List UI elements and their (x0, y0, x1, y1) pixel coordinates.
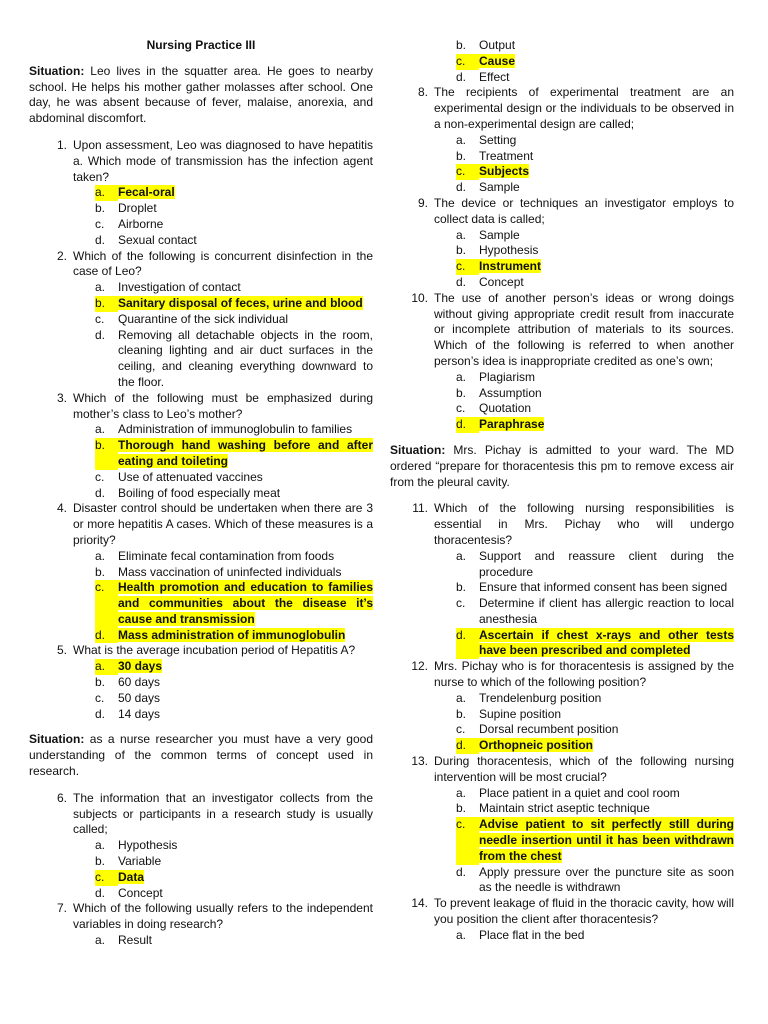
situation-2 (29, 732, 373, 779)
question-number: 12. (411, 659, 428, 674)
question-number: 7. (56, 901, 67, 916)
option-text: Fecal-oral (118, 185, 175, 200)
option-letter: c. (456, 164, 479, 180)
option-letter: d. (95, 232, 106, 247)
option-text: Concept (118, 885, 163, 900)
option (456, 70, 734, 86)
question-text: The information that an investigator collects from the subjects or participants in a research study is usually called; (73, 790, 373, 837)
option-text: Result (118, 933, 153, 948)
question-number: 4. (56, 501, 67, 516)
question-text: The device or techniques an investigator employs to collect data is called; (434, 195, 734, 226)
option-text: Assumption (479, 385, 542, 400)
question-text: During thoracentesis, which of the following nursing intervention will be most crucial? (434, 754, 734, 784)
option-text: Quarantine of the sick individual (118, 311, 289, 326)
situation-label: Situation: (390, 442, 446, 457)
option-text: Use of attenuated vaccines (118, 469, 263, 484)
question-9 (390, 196, 734, 228)
question-5 (29, 643, 373, 659)
question-13 (390, 754, 734, 786)
option-text: Paraphrase (479, 417, 545, 432)
question-4 (29, 501, 373, 548)
option-letter: d. (95, 885, 106, 900)
option (456, 722, 734, 738)
option-letter: c. (95, 580, 118, 627)
option-correct (95, 185, 373, 201)
option-text: Advise patient to sit perfectly still during needle insertion until it has been withdrawn from the chest (479, 817, 734, 863)
option-letter: a. (456, 785, 467, 800)
option-text: Removing all detachable objects in the room, cleaning lighting and air duct surfaces in the ceiling, and cleaning everything downward to the floor. (118, 327, 373, 389)
option-text: Sanitary disposal of feces, urine and blood (118, 295, 363, 310)
option-text: Hypothesis (479, 243, 539, 258)
option-correct (456, 164, 734, 180)
option-text: Thorough hand washing before and after eating and toileting (118, 438, 373, 468)
option-text: Supine position (479, 706, 562, 721)
option-text: Mass administration of immunoglobulin (118, 627, 346, 642)
question-number: 3. (56, 390, 67, 405)
question-2 (29, 249, 373, 281)
option-letter: a. (95, 280, 106, 295)
question-1 (29, 138, 373, 185)
option-correct (456, 259, 734, 275)
option-text: Cause (479, 53, 516, 68)
option-text: Place flat in the bed (479, 927, 585, 942)
option-text: Setting (479, 132, 517, 147)
question-number: 6. (56, 790, 67, 805)
option-text: 60 days (118, 675, 161, 690)
option-text: Sexual contact (118, 232, 197, 247)
option-text: Subjects (479, 164, 530, 179)
option-letter: c. (456, 722, 466, 737)
option-text: Mass vaccination of uninfected individuals (118, 564, 342, 579)
question-text: Mrs. Pichay who is for thoracentesis is assigned by the nurse to which of the following position? (434, 659, 734, 690)
question-number: 2. (56, 248, 67, 263)
option (95, 886, 373, 902)
situation-label: Situation: (29, 63, 85, 78)
situation-text: as a nurse researcher you must have a very good understanding of the common terms of concept used in research. (29, 732, 373, 779)
option (95, 854, 373, 870)
option-correct (95, 296, 373, 312)
option-text: Ascertain if chest x-rays and other tests have been prescribed and completed (479, 627, 734, 658)
question-text: Which of the following must be emphasized during mother’s class to Leo’s mother? (73, 390, 373, 421)
option (456, 865, 734, 897)
option (95, 233, 373, 249)
option-letter: d. (456, 864, 467, 879)
option (95, 422, 373, 438)
option-letter: a. (456, 132, 467, 147)
question-3 (29, 391, 373, 423)
option-text: Plagiarism (479, 369, 536, 384)
option (95, 201, 373, 217)
question-number: 11. (412, 501, 428, 516)
option-letter: c. (456, 259, 479, 275)
option-text: Administration of immunoglobulin to families (118, 422, 353, 437)
option-correct (95, 580, 373, 627)
option (456, 370, 734, 386)
option-text: Health promotion and education to families and communities about the disease it’s cause and transmission (118, 580, 373, 626)
page-title: Nursing Practice III (146, 38, 256, 52)
situation-1 (29, 64, 373, 127)
option-letter: b. (95, 675, 106, 690)
question-text: Which of the following nursing responsibilities is essential in Mrs. Pichay who will undergo thoracentesis? (434, 501, 734, 547)
situation-label: Situation: (29, 732, 85, 747)
option-letter: a. (456, 690, 467, 705)
option (456, 928, 734, 944)
option (95, 565, 373, 581)
question-text: The use of another person’s ideas or wrong doings without giving appropriate credit result from inaccurate or incomplete attribution of materials to its sources. Which of the following is referred to when another person’s idea is inappropriate credited as one’s own; (434, 290, 734, 368)
option-letter: d. (95, 485, 106, 500)
option-text: Hypothesis (118, 838, 178, 853)
option-text: Trendelenburg position (479, 690, 602, 705)
option-letter: a. (456, 369, 467, 384)
option-text: Dorsal recumbent position (479, 722, 619, 737)
option (95, 217, 373, 233)
option-letter: d. (95, 628, 118, 644)
option-letter: a. (95, 422, 106, 437)
option-letter: c. (95, 690, 105, 705)
option-text: Droplet (118, 201, 157, 216)
option-text: Maintain strict aseptic technique (479, 801, 650, 816)
option-text: Orthopneic position (479, 738, 593, 753)
option-letter: c. (95, 311, 105, 326)
option-letter: b. (456, 801, 467, 816)
option-letter: b. (456, 580, 467, 595)
option-text: 14 days (118, 706, 161, 721)
option-letter: d. (456, 180, 467, 195)
option-letter: b. (456, 243, 467, 258)
option-letter: c. (456, 401, 466, 416)
option-text: Data (118, 869, 145, 884)
option-text: Ensure that informed consent has been signed (479, 580, 728, 595)
question-11 (390, 501, 734, 548)
question-text: To prevent leakage of fluid in the thoracic cavity, how will you position the client after thoracentesis? (434, 896, 734, 927)
option (456, 691, 734, 707)
option-letter: c. (456, 817, 479, 864)
option (95, 838, 373, 854)
option (95, 486, 373, 502)
option-letter: a. (95, 185, 118, 201)
situation-text: Leo lives in the squatter area. He goes to nearby school. He helps his mother gather molasses after school. One day, he was absent because of fever, malaise, anorexia, and abdominal discomfort. (29, 63, 373, 126)
question-number: 1. (56, 137, 67, 152)
option-correct (456, 417, 734, 433)
option (95, 933, 373, 949)
option-letter: d. (95, 706, 106, 721)
option-text: 30 days (118, 659, 163, 674)
option-letter: d. (456, 738, 479, 754)
option-letter: c. (95, 870, 118, 886)
option (456, 580, 734, 596)
option (456, 786, 734, 802)
option-letter: b. (95, 854, 106, 869)
option-letter: a. (456, 548, 467, 563)
option (456, 149, 734, 165)
option-correct (95, 438, 373, 470)
option-letter: c. (456, 54, 479, 70)
option-text: Determine if client has allergic reaction to local anesthesia (479, 596, 734, 626)
option (95, 328, 373, 391)
question-number: 5. (56, 643, 67, 658)
option-letter: d. (456, 628, 479, 660)
option-text: Concept (479, 274, 524, 289)
question-8 (390, 85, 734, 132)
option-letter: b. (95, 201, 106, 216)
option (456, 707, 734, 723)
option (456, 275, 734, 291)
situation-text: Mrs. Pichay is admitted to your ward. The MD ordered “prepare for thoracentesis this pm to remove excess air from the pleural cavity. (390, 442, 734, 489)
option (456, 596, 734, 628)
option (456, 243, 734, 259)
option (456, 801, 734, 817)
option (456, 386, 734, 402)
option-text: Investigation of contact (118, 280, 241, 295)
option-correct (95, 628, 373, 644)
option (456, 401, 734, 417)
option-correct (95, 870, 373, 886)
question-text: Which of the following is concurrent disinfection in the case of Leo? (73, 248, 373, 279)
option-text: Treatment (479, 148, 534, 163)
question-text: What is the average incubation period of Hepatitis A? (73, 643, 356, 658)
option-letter: a. (456, 927, 467, 942)
option (95, 470, 373, 486)
option-letter: c. (95, 216, 105, 231)
question-7 (29, 901, 373, 933)
option (95, 549, 373, 565)
right-column (390, 38, 734, 944)
option-text: Instrument (479, 259, 542, 274)
option-text: Quotation (479, 401, 532, 416)
situation-3 (390, 443, 734, 490)
question-10 (390, 291, 734, 370)
question-6 (29, 791, 373, 838)
option (95, 707, 373, 723)
question-number: 10. (411, 290, 428, 305)
option-text: Place patient in a quiet and cool room (479, 785, 680, 800)
option-letter: c. (456, 596, 466, 611)
option-correct (456, 54, 734, 70)
option-text: Variable (118, 854, 162, 869)
question-text: Upon assessment, Leo was diagnosed to have hepatitis a. Which mode of transmission has the infection agent taken? (73, 137, 373, 184)
question-12 (390, 659, 734, 691)
option-correct (456, 628, 734, 660)
option-letter: b. (456, 148, 467, 163)
option-letter: b. (456, 38, 467, 52)
option-letter: a. (95, 659, 118, 675)
option-text: Airborne (118, 216, 164, 231)
option-letter: a. (456, 227, 467, 242)
question-number: 8. (417, 85, 428, 100)
option-letter: a. (95, 933, 106, 948)
option-text: Output (479, 38, 516, 52)
option-letter: a. (95, 548, 106, 563)
question-text: The recipients of experimental treatment are an experimental design or the individuals to be observed in a non-experimental design are called; (434, 85, 734, 131)
option-text: Effect (479, 69, 510, 84)
option-letter: d. (456, 417, 479, 433)
option (456, 133, 734, 149)
option-letter: b. (456, 385, 467, 400)
option (95, 280, 373, 296)
option (95, 675, 373, 691)
option (456, 180, 734, 196)
option (95, 312, 373, 328)
option-correct (95, 659, 373, 675)
question-number: 14. (411, 896, 428, 911)
option-text: Eliminate fecal contamination from foods (118, 548, 335, 563)
option-text: Apply pressure over the puncture site as soon as the needle is withdrawn (479, 864, 734, 895)
option (456, 228, 734, 244)
option (95, 691, 373, 707)
question-14 (390, 896, 734, 928)
option-correct (456, 738, 734, 754)
option-text: Support and reassure client during the procedure (479, 548, 734, 579)
option (456, 549, 734, 581)
option-text: Boiling of food especially meat (118, 485, 281, 500)
question-text: Disaster control should be undertaken when there are 3 or more hepatitis A cases. Which of these measures is a priority? (73, 501, 373, 547)
option-letter: d. (456, 69, 467, 84)
option-letter: a. (95, 838, 106, 853)
option-letter: c. (95, 469, 105, 484)
option-text: 50 days (118, 690, 161, 705)
option-letter: b. (456, 706, 467, 721)
option-correct (456, 817, 734, 864)
option-letter: b. (95, 296, 118, 312)
option-letter: d. (456, 274, 467, 289)
option (456, 38, 734, 54)
option-text: Sample (479, 180, 520, 195)
question-number: 9. (417, 195, 428, 210)
question-number: 13. (411, 754, 428, 769)
left-column (29, 38, 373, 949)
option-letter: b. (95, 438, 118, 470)
option-letter: d. (95, 327, 106, 342)
option-text: Sample (479, 227, 520, 242)
option-letter: b. (95, 564, 106, 579)
question-text: Which of the following usually refers to the independent variables in doing research? (73, 901, 373, 932)
